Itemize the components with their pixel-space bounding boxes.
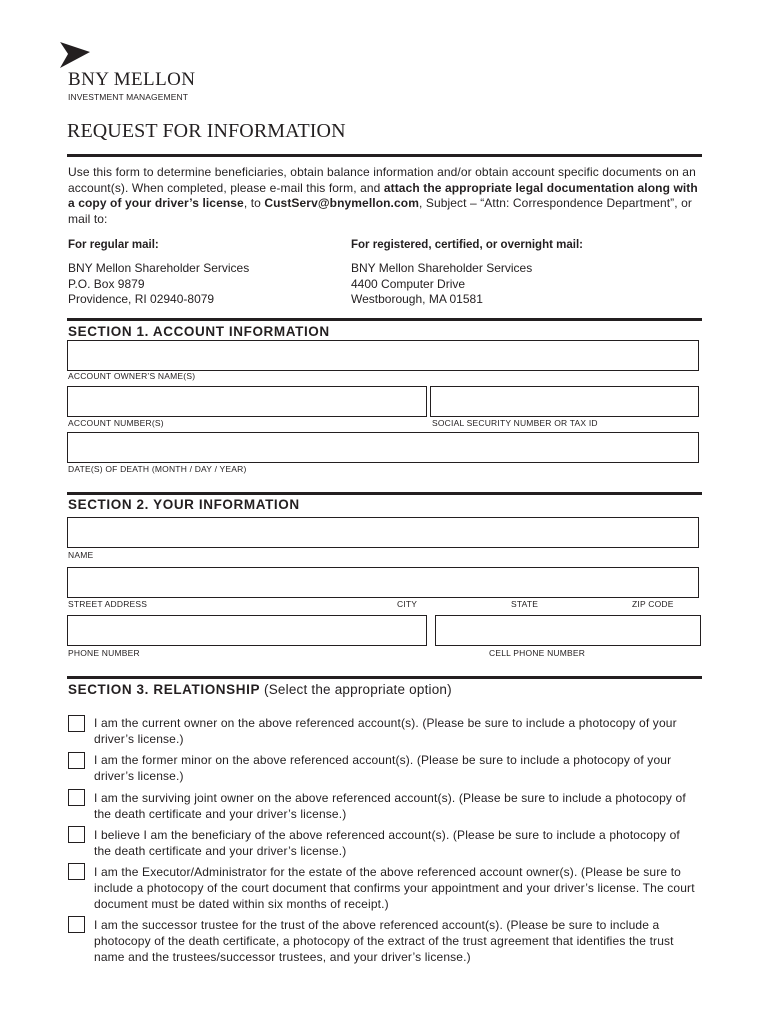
checkbox-beneficiary[interactable] (68, 826, 85, 843)
section3-title: SECTION 3. RELATIONSHIP (68, 682, 261, 697)
account-owner-name-label: ACCOUNT OWNER’S NAME(S) (68, 371, 196, 381)
option-executor-administrator: I am the Executor/Administrator for the estate of the above referenced account owner(s). (Please be sure to include a photocopy of the court document that confirms your appointment and your driver’s license. The court document must be dated within six months of receipt.) (94, 865, 695, 911)
option-surviving-joint-owner: I am the surviving joint owner on the above referenced account(s). (Please be sure to include a photocopy of the death certificate and your driver’s license.) (94, 791, 686, 821)
option-former-minor: I am the former minor on the above referenced account(s). (Please be sure to include a photocopy of your driver’s license.) (94, 753, 672, 783)
date-of-death-label: DATE(S) OF DEATH (MONTH / DAY / YEAR) (68, 464, 247, 474)
email-link[interactable]: CustServ@bnymellon.com (264, 196, 419, 210)
regular-mail-heading: For regular mail: (68, 239, 159, 251)
title-divider (67, 154, 702, 157)
registered-mail-heading: For registered, certified, or overnight mail: (351, 239, 583, 251)
registered-mail-address: BNY Mellon Shareholder Services 4400 Computer Drive Westborough, MA 01581 (351, 261, 533, 306)
account-owner-name-field[interactable] (67, 340, 699, 371)
section2-heading: SECTION 2. YOUR INFORMATION (68, 497, 300, 512)
phone-number-label: PHONE NUMBER (68, 648, 140, 658)
name-label: NAME (68, 550, 94, 560)
intro-text-2: , to (243, 196, 265, 210)
cell-phone-number-field[interactable] (435, 615, 701, 646)
page-title: REQUEST FOR INFORMATION (67, 120, 346, 142)
checkbox-successor-trustee[interactable] (68, 916, 85, 933)
option-successor-trustee: I am the successor trustee for the trust of the above referenced account(s). (Please be sure to include a photocopy of the death certificate, a photocopy of the extract of the trust agreement that identifies the trust name and the trustees/successor trustees, and your driver’s license.) (94, 918, 674, 964)
brand-name: BNY MELLON (68, 69, 196, 90)
street-address-label: STREET ADDRESS (68, 599, 148, 609)
checkbox-surviving-joint-owner[interactable] (68, 789, 85, 806)
section3-heading (68, 682, 452, 697)
option-beneficiary: I believe I am the beneficiary of the above referenced account(s). (Please be sure to include a photocopy of the death certificate and your driver’s license.) (94, 828, 680, 858)
intro-paragraph (68, 165, 708, 227)
bny-mellon-logo-icon (58, 40, 92, 70)
intro-text-1: Use this form to determine beneficiaries, obtain balance information and/or obtain account specific documents on an account(s). When completed, please e-mail this form, and (68, 165, 696, 195)
section1-divider (67, 318, 702, 321)
phone-number-field[interactable] (67, 615, 427, 646)
section2-divider (67, 492, 702, 495)
ssn-tax-id-field[interactable] (430, 386, 699, 417)
date-of-death-field[interactable] (67, 432, 699, 463)
state-label: STATE (511, 599, 539, 609)
section3-divider (67, 676, 702, 679)
account-number-label: ACCOUNT NUMBER(S) (68, 418, 164, 428)
intro-text-3: , Subject – “Attn: Correspondence Department”, or mail to: (68, 196, 692, 226)
checkbox-executor-administrator[interactable] (68, 863, 85, 880)
account-number-field[interactable] (67, 386, 427, 417)
zip-code-label: ZIP CODE (632, 599, 674, 609)
regular-mail-address: BNY Mellon Shareholder Services P.O. Box 9879 Providence, RI 02940-8079 (68, 261, 250, 306)
cell-phone-number-label: CELL PHONE NUMBER (489, 648, 586, 658)
intro-bold-instruction: attach the appropriate legal documentation along with a copy of your driver’s license (68, 180, 698, 210)
option-current-owner: I am the current owner on the above referenced account(s). (Please be sure to include a photocopy of your driver’s license.) (94, 716, 677, 746)
checkbox-former-minor[interactable] (68, 752, 85, 769)
section3-subtitle: (Select the appropriate option) (260, 682, 452, 697)
city-label: CITY (397, 599, 418, 609)
section1-heading: SECTION 1. ACCOUNT INFORMATION (68, 324, 330, 339)
checkbox-current-owner[interactable] (68, 715, 85, 732)
ssn-tax-id-label: SOCIAL SECURITY NUMBER OR TAX ID (432, 418, 598, 428)
brand-subtitle: INVESTMENT MANAGEMENT (68, 92, 189, 102)
name-field[interactable] (67, 517, 699, 548)
street-address-field[interactable] (67, 567, 699, 598)
